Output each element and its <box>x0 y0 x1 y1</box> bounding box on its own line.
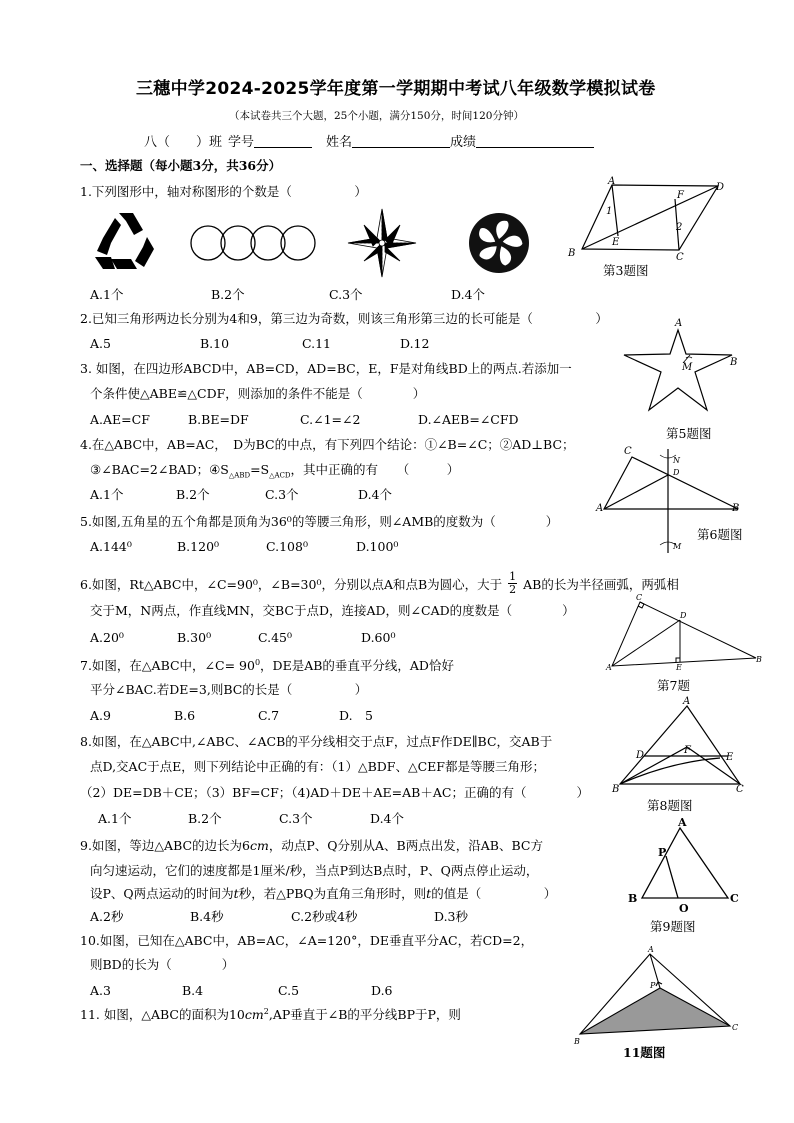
q7-sup: 0 <box>254 658 261 667</box>
q6-line2: 交于M，N两点，作直线MN，交BC于点D，连接AD，则∠CAD的度数是（ ） <box>90 603 575 618</box>
score-label: 成绩 <box>450 135 477 150</box>
q2-option-a[interactable]: A.5 <box>90 336 111 351</box>
q4-line2-pre: ③∠BAC=2∠BAD；④S <box>90 462 229 477</box>
q11-post: ,AP垂直于∠B的平分线BP于P，则 <box>268 1007 461 1023</box>
page-title: 三穗中学2024-2025学年度第一学期期中考试八年级数学模拟试卷 <box>136 79 656 99</box>
q9-line1-pre: 9.如图，等边△ABC的边长为6 <box>80 838 251 853</box>
q8-line1: 8.如图，在△ABC中,∠ABC、∠ACB的平分线相交于点F，过点F作DE∥BC，交AB于 <box>80 734 553 749</box>
fig7-label-D: D <box>680 611 687 620</box>
q10-option-c[interactable]: C.5 <box>278 983 300 998</box>
fig6-label-N: N <box>673 456 680 465</box>
q9-option-a[interactable]: A.2秒 <box>90 909 124 924</box>
q9-line1-post: ，动点P、Q分别从A、B两点出发，沿AB、BC方 <box>268 838 543 853</box>
q9-line3-mid: 秒，若△PBQ为直角三角形时，则 <box>238 886 427 901</box>
fig6-label-D: D <box>673 468 680 477</box>
q4-option-a[interactable]: A.1个 <box>90 487 124 502</box>
q9-t2: t <box>426 886 432 901</box>
recycle-icon <box>95 213 154 269</box>
fig7-label-C: C <box>636 593 643 602</box>
q3-option-d[interactable]: D.∠AEB=∠CFD <box>418 412 519 427</box>
q1-option-c[interactable]: C.3个 <box>329 287 363 302</box>
student-info <box>144 135 594 149</box>
fig3-label-A: A <box>608 176 616 187</box>
figure-q9 <box>624 818 754 918</box>
fig7-label-E: E <box>676 663 682 672</box>
fig5-label-B: B <box>730 357 738 368</box>
q4-line2-post: ，其中正确的有 （ ） <box>290 462 460 477</box>
q8-line2: 点D,交AC于点E，则下列结论中正确的有：（1）△BDF、△CEF都是等腰三角形； <box>90 759 545 774</box>
q4-option-b[interactable]: B.2个 <box>176 487 210 502</box>
figure-q8 <box>610 696 750 800</box>
q3-line1: 3. 如图，在四边形ABCD中，AB=CD，AD=BC，E，F是对角线BD上的两点.若添加一 <box>80 361 572 376</box>
fig6-label-M: M <box>673 542 682 551</box>
q8-option-d[interactable]: D.4个 <box>370 811 405 826</box>
q1-stem: 1.下列图形中，轴对称图形的个数是（ ） <box>80 184 367 199</box>
q4-option-d[interactable]: D.4个 <box>358 487 393 502</box>
fig7-label-B: B <box>756 655 762 664</box>
q11-cm: cm <box>244 1007 264 1023</box>
q6-line1 <box>80 570 679 598</box>
q7-line2: 平分∠BAC.若DE=3,则BC的长是（ ） <box>90 682 368 697</box>
fig8-label-B: B <box>612 784 620 795</box>
fig8-caption: 第8题图 <box>647 798 693 813</box>
student-no-label: 学号 <box>228 135 255 150</box>
q3-option-c[interactable]: C.∠1=∠2 <box>300 412 361 427</box>
q1-figures <box>80 205 560 275</box>
fig6-label-C: C <box>624 446 632 457</box>
q5-option-b[interactable]: B.120⁰ <box>177 539 220 554</box>
q8-line3: （2）DE=DB＋CE；（3）BF=CF；（4)AD＋DE＋AE=AB＋AC；正确的有（ ） <box>80 785 589 800</box>
q8-option-c[interactable]: C.3个 <box>279 811 313 826</box>
fig3-label-F: F <box>677 190 684 201</box>
q2-option-c[interactable]: C.11 <box>302 336 331 351</box>
fig3-label-1: 1 <box>606 206 613 217</box>
name-field[interactable] <box>352 135 450 148</box>
q7-line1-post: ，DE是AB的垂直平分线，AD恰好 <box>260 658 454 674</box>
fig3-caption: 第3题图 <box>603 263 649 278</box>
fig8-label-F: F <box>684 745 691 756</box>
q4-option-c[interactable]: C.3个 <box>265 487 299 502</box>
q4-line1: 4.在△ABC中，AB=AC， D为BC的中点，有下列四个结论：①∠B=∠C；②AD⊥BC； <box>80 437 575 452</box>
fig3-label-E: E <box>612 237 620 248</box>
q9-line1 <box>80 840 543 853</box>
class-label: 八（ ）班 <box>144 135 223 150</box>
q1-option-b[interactable]: B.2个 <box>211 287 245 302</box>
fig9-caption: 第9题图 <box>650 919 696 934</box>
q7-line1-pre: 7.如图，在△ABC中，∠C= 90 <box>80 658 255 674</box>
fig6-label-B: B <box>732 503 740 514</box>
q4-sub1: △ABD <box>228 471 251 480</box>
q7-option-c[interactable]: C.7 <box>258 708 280 723</box>
q5-option-c[interactable]: C.108⁰ <box>266 539 308 554</box>
bauhinia-emblem-icon <box>469 213 529 273</box>
q9-line3 <box>90 888 556 901</box>
q7-option-a[interactable]: A.9 <box>90 708 111 723</box>
q11-sup: 2 <box>263 1007 269 1016</box>
q1-option-d[interactable]: D.4个 <box>451 287 486 302</box>
q5-option-d[interactable]: D.100⁰ <box>356 539 399 554</box>
fig9-label-B: B <box>628 892 638 905</box>
q10-option-a[interactable]: A.3 <box>90 983 111 998</box>
fig3-label-2: 2 <box>676 222 683 233</box>
q9-t1: t <box>233 886 239 901</box>
fig5-label-A: A <box>675 318 683 329</box>
q9-line2: 向匀速运动，它们的速度都是1厘米/秒，当点P到达B点时，P、Q两点停止运动， <box>90 863 539 878</box>
fig8-label-E: E <box>726 752 734 763</box>
q8-option-a[interactable]: A.1个 <box>98 811 132 826</box>
student-no-field[interactable] <box>254 135 312 148</box>
q5-stem: 5.如图,五角星的五个角都是顶角为36⁰的等腰三角形，则∠AMB的度数为（ ） <box>80 514 559 529</box>
fig9-label-O: O <box>679 902 689 915</box>
fig9-label-C: C <box>730 892 739 905</box>
q2-option-d[interactable]: D.12 <box>400 336 430 351</box>
q2-option-b[interactable]: B.10 <box>200 336 230 351</box>
q6-line1-pre: 6.如图，Rt△ABC中，∠C=90⁰，∠B=30⁰，分别以点A和点B为圆心，大于 <box>80 577 503 592</box>
score-field[interactable] <box>476 135 594 148</box>
section-heading: 一、选择题（每小题3分，共36分） <box>80 158 282 173</box>
q6-option-d[interactable]: D.60⁰ <box>361 630 396 645</box>
fig9-label-P: P <box>658 846 667 859</box>
fig8-label-A: A <box>683 696 691 707</box>
q3-option-a[interactable]: A.AE=CF <box>90 412 150 427</box>
q6-frac-den: 2 <box>509 583 517 596</box>
q3-line2: 个条件使△ABE≌△CDF，则添加的条件不能是（ ） <box>90 386 426 401</box>
figure-q7 <box>604 592 764 672</box>
fig7-label-A: A <box>606 663 612 672</box>
olympic-rings-icon <box>191 226 315 260</box>
fig11-label-A: A <box>648 945 654 954</box>
fig8-label-D: D <box>636 750 645 761</box>
q7-option-d[interactable]: D. 5 <box>339 708 374 723</box>
fig8-label-C: C <box>736 784 744 795</box>
q6-option-c[interactable]: C.45⁰ <box>258 630 293 645</box>
q7-line1 <box>80 659 454 673</box>
q4-eq: =S <box>250 462 270 477</box>
fig11-label-P: P <box>650 981 656 990</box>
q3-option-b[interactable]: B.BE=DF <box>188 412 249 427</box>
q10-line1: 10.如图，已知在△ABC中，AB=AC，∠A=120°，DE垂直平分AC，若CD=2， <box>80 933 534 948</box>
q6-fraction <box>508 571 517 596</box>
q8-option-b[interactable]: B.2个 <box>188 811 222 826</box>
q6-option-b[interactable]: B.30⁰ <box>177 630 212 645</box>
q4-line2 <box>90 464 459 480</box>
q9-cm: cm <box>250 838 269 853</box>
subtitle: （本试卷共三个大题，25个小题，满分150分，时间120分钟） <box>229 110 524 122</box>
q6-line1-post: AB的长为半径画弧，两弧相 <box>523 577 679 592</box>
figure-q11 <box>570 940 740 1045</box>
fig9-label-A: A <box>678 816 687 829</box>
q10-option-d[interactable]: D.6 <box>371 983 393 998</box>
q11-stem <box>80 1008 461 1022</box>
q9-line3-post: 的值是（ ） <box>431 886 557 901</box>
q2-stem: 2.已知三角形两边长分别为4和9，第三边为奇数，则该三角形第三边的长可能是（ ） <box>80 311 608 326</box>
figure-q5 <box>620 318 750 418</box>
q6-option-a[interactable]: A.20⁰ <box>90 630 124 645</box>
fig11-caption: 11题图 <box>623 1045 666 1060</box>
q9-option-d[interactable]: D.3秒 <box>434 909 469 924</box>
figure-q3 <box>566 178 736 268</box>
name-label: 姓名 <box>326 135 353 150</box>
fig7-caption: 第7题 <box>657 678 690 693</box>
fig11-label-B: B <box>574 1037 580 1046</box>
q10-option-b[interactable]: B.4 <box>182 983 204 998</box>
q7-option-b[interactable]: B.6 <box>174 708 196 723</box>
compass-star-icon <box>348 209 416 277</box>
q9-option-b[interactable]: B.4秒 <box>190 909 224 924</box>
q1-option-a[interactable]: A.1个 <box>90 287 124 302</box>
fig5-label-M: M <box>682 362 693 373</box>
fig3-label-C: C <box>676 252 684 263</box>
q9-option-c[interactable]: C.2秒或4秒 <box>291 909 358 924</box>
fig3-label-B: B <box>568 248 576 259</box>
q4-sub2: △ACD <box>269 471 291 480</box>
fig11-label-C: C <box>732 1023 739 1032</box>
q6-frac-num: 1 <box>509 570 517 583</box>
fig5-caption: 第5题图 <box>666 426 712 441</box>
fig3-label-D: D <box>716 182 725 193</box>
q11-pre: 11. 如图，△ABC的面积为10 <box>80 1007 245 1023</box>
fig6-caption: 第6题图 <box>697 527 743 542</box>
q10-line2: 则BD的长为（ ） <box>90 957 235 972</box>
q9-line3-pre: 设P、Q两点运动的时间为 <box>90 886 234 901</box>
fig6-label-A: A <box>596 503 604 514</box>
q5-option-a[interactable]: A.144⁰ <box>90 539 132 554</box>
